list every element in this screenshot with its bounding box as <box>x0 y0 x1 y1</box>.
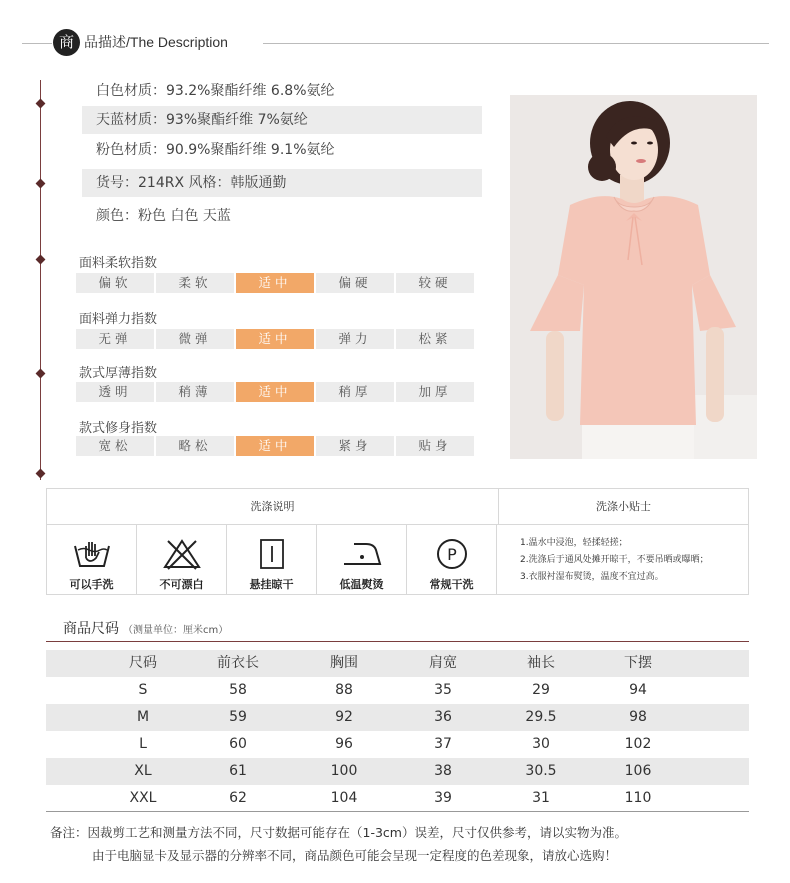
size-cell: 60 <box>229 736 247 752</box>
size-cell: 106 <box>624 763 652 779</box>
index-option: 微弹 <box>156 329 234 349</box>
wash-tips <box>520 535 709 586</box>
index-option: 略松 <box>156 436 234 456</box>
size-cell: 88 <box>335 682 353 698</box>
size-col-header: 下摆 <box>624 655 652 671</box>
index-option: 宽松 <box>76 436 154 456</box>
index-row-softness <box>76 273 476 293</box>
spec-material-blue: 天蓝材质：93%聚酯纤维 7%氨纶 <box>82 106 482 134</box>
wash-tips-title: 洗涤小贴士 <box>499 489 748 525</box>
wash-label: 悬挂晾干 <box>249 578 294 591</box>
spec-material-white: 白色材质：93.2%聚酯纤维 6.8%氨纶 <box>96 83 335 99</box>
size-cell: S <box>138 682 148 698</box>
index-option-selected: 适中 <box>236 382 314 402</box>
index-option: 稍薄 <box>156 382 234 402</box>
spec-item-style: 货号：214RX 风格：韩版通勤 <box>82 169 482 197</box>
size-cell: 31 <box>532 790 550 806</box>
decor-dot <box>36 469 46 479</box>
size-title: 商品尺码 <box>63 621 119 637</box>
size-unit: （测量单位：厘米cm） <box>123 625 229 636</box>
size-col-header: 尺码 <box>129 655 157 671</box>
index-option: 较硬 <box>396 273 474 293</box>
no-bleach-icon <box>162 538 202 570</box>
index-option-selected: 适中 <box>236 329 314 349</box>
note-line-2: 由于电脑显卡及显示器的分辨率不同，商品颜色可能会呈现一定程度的色差现象，请放心选购！ <box>92 848 618 863</box>
size-cell: 30.5 <box>525 763 557 779</box>
wash-label: 可以手洗 <box>69 578 114 591</box>
size-col-header: 肩宽 <box>429 655 457 671</box>
spec-colors: 颜色：粉色 白色 天蓝 <box>96 208 231 224</box>
wash-tip: 1.温水中浸泡，轻揉轻搓； <box>520 538 628 548</box>
hang-dry-icon <box>252 538 292 570</box>
size-cell: 29.5 <box>525 709 557 725</box>
size-cell: 62 <box>229 790 247 806</box>
hand-wash-icon <box>72 538 112 570</box>
wash-item-hang-dry <box>227 524 317 595</box>
wash-item-dry-clean <box>407 524 497 595</box>
page-title: 品描述/The Description <box>84 34 228 50</box>
index-option: 紧身 <box>316 436 394 456</box>
size-col-header: 胸围 <box>330 655 358 671</box>
index-option: 稍厚 <box>316 382 394 402</box>
size-cell: 59 <box>229 709 247 725</box>
size-table-bottom-rule <box>46 811 749 812</box>
size-cell: 36 <box>434 709 452 725</box>
size-table-header <box>46 650 749 677</box>
index-row-fit <box>76 436 476 456</box>
size-cell: 29 <box>532 682 550 698</box>
decor-dot <box>36 179 46 189</box>
size-cell: M <box>136 709 150 725</box>
size-col-header: 前衣长 <box>217 655 259 671</box>
wash-instructions-table <box>46 488 749 595</box>
index-option: 柔软 <box>156 273 234 293</box>
decor-dot <box>36 369 46 379</box>
wash-item-hand-wash <box>47 524 137 595</box>
size-cell: 104 <box>330 790 358 806</box>
wash-title: 洗涤说明 <box>47 489 499 525</box>
index-option: 偏硬 <box>316 273 394 293</box>
size-table-row <box>46 677 749 704</box>
size-cell: 37 <box>434 736 452 752</box>
size-cell: 39 <box>434 790 452 806</box>
size-section-title <box>63 618 228 638</box>
size-col-header: 袖长 <box>527 655 555 671</box>
size-table-row <box>46 704 749 731</box>
index-option: 弹力 <box>316 329 394 349</box>
size-title-rule <box>46 641 749 642</box>
decor-vertical-line <box>40 80 41 480</box>
size-cell: 102 <box>624 736 652 752</box>
spec-material-pink: 粉色材质：90.9%聚酯纤维 9.1%氨纶 <box>96 142 335 158</box>
header-badge: 商 <box>53 29 80 56</box>
decor-dot <box>36 99 46 109</box>
size-cell: 61 <box>229 763 247 779</box>
index-option: 贴身 <box>396 436 474 456</box>
size-cell: 58 <box>229 682 247 698</box>
size-cell: 110 <box>624 790 652 806</box>
size-cell: 98 <box>629 709 647 725</box>
size-table-row <box>46 731 749 758</box>
dry-clean-icon <box>432 538 472 570</box>
index-option: 加厚 <box>396 382 474 402</box>
size-table-row <box>46 785 749 812</box>
note-line-1: 备注：因裁剪工艺和测量方法不同，尺寸数据可能存在（1-3cm）误差，尺寸仅供参考，请以实物为准。 <box>50 825 627 840</box>
decor-dot <box>36 255 46 265</box>
wash-item-low-iron <box>317 524 407 595</box>
wash-label: 不可漂白 <box>159 578 204 591</box>
size-table-row <box>46 758 749 785</box>
index-title-elasticity: 面料弹力指数 <box>79 312 158 327</box>
index-title-fit: 款式修身指数 <box>79 421 158 436</box>
wash-item-no-bleach <box>137 524 227 595</box>
low-iron-icon <box>340 538 384 570</box>
wash-tip: 2.洗涤后于通风处摊开晾干，不要吊晒或曝晒； <box>520 555 709 565</box>
size-cell: 96 <box>335 736 353 752</box>
index-option-selected: 适中 <box>236 436 314 456</box>
index-option-selected: 适中 <box>236 273 314 293</box>
header-line-right <box>263 43 769 44</box>
model-illustration <box>510 95 757 459</box>
size-cell: XXL <box>129 790 157 806</box>
index-option: 透明 <box>76 382 154 402</box>
size-cell: 100 <box>330 763 358 779</box>
wash-tip: 3.衣服衬湿布熨烫，温度不宜过高。 <box>520 572 664 582</box>
wash-label: 常规干洗 <box>429 578 474 591</box>
size-cell: 92 <box>335 709 353 725</box>
size-cell: 38 <box>434 763 452 779</box>
index-title-softness: 面料柔软指数 <box>79 256 158 271</box>
index-title-thickness: 款式厚薄指数 <box>79 366 158 381</box>
header-line-left <box>22 43 52 44</box>
size-cell: L <box>139 736 147 752</box>
index-option: 偏软 <box>76 273 154 293</box>
index-row-elasticity <box>76 329 476 349</box>
index-row-thickness <box>76 382 476 402</box>
index-option: 松紧 <box>396 329 474 349</box>
size-cell: 35 <box>434 682 452 698</box>
size-cell: 30 <box>532 736 550 752</box>
svg-text:P: P <box>446 545 457 564</box>
size-cell: 94 <box>629 682 647 698</box>
index-option: 无弹 <box>76 329 154 349</box>
wash-label: 低温熨烫 <box>339 578 384 591</box>
product-photo <box>510 95 757 459</box>
size-cell: XL <box>134 763 152 779</box>
